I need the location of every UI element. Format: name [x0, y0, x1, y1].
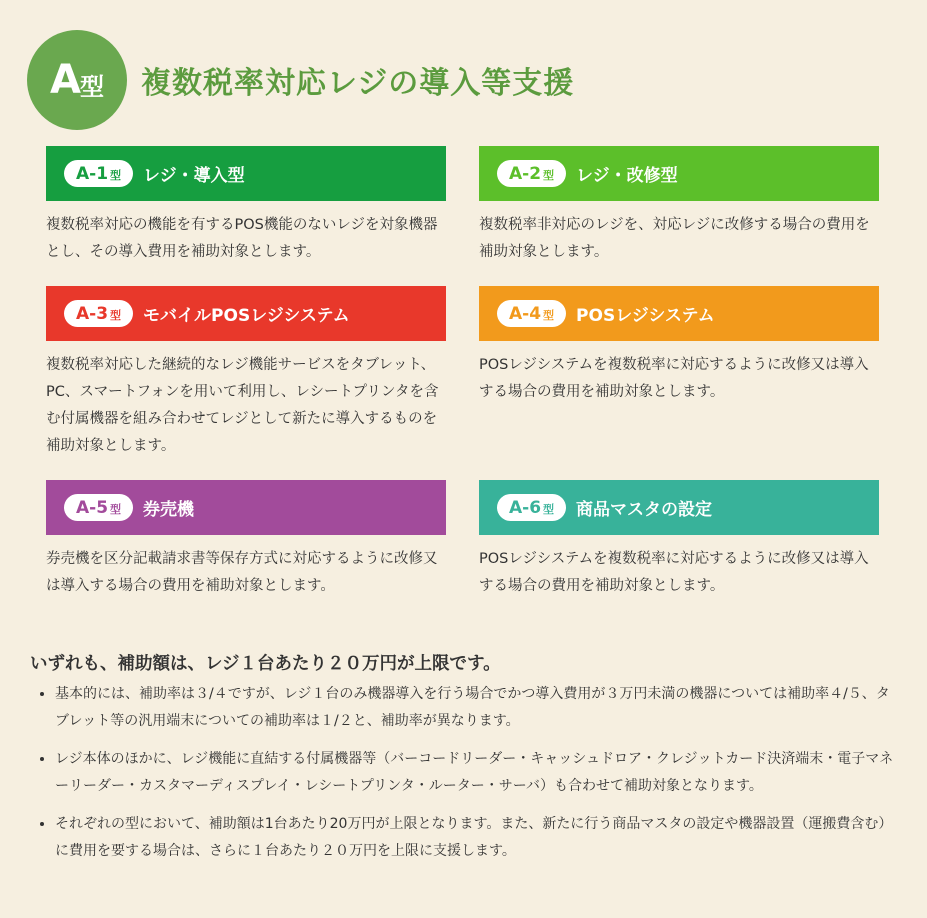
type-suffix: 型 [543, 309, 555, 322]
notes-heading: いずれも、補助額は、レジ１台あたり２０万円が上限です。 [30, 654, 501, 674]
card-description: 複数税率対応の機能を有するPOS機能のないレジを対象機器とし、その導入費用を補助対象とします。 [46, 217, 438, 260]
type-code: A-1 [76, 163, 109, 184]
card-title: レジ・改修型 [576, 166, 678, 186]
page-header [27, 30, 574, 130]
list-item: • それぞれの型において、補助額は1台あたり20万円が上限となります。また、新たに行う商品マスタの設定や機器設置（運搬費含む）に費用を要する場合は、さらに１台あたり２０万円を上限に支援します。 [55, 811, 900, 865]
type-pill [497, 494, 566, 521]
card-a2 [479, 146, 879, 266]
page-title: 複数税率対応レジの導入等支援 [141, 66, 575, 101]
card-header [479, 480, 879, 535]
type-code: A-4 [509, 303, 542, 324]
type-suffix: 型 [110, 309, 122, 322]
card-a1 [46, 146, 446, 266]
badge-letter: A [50, 57, 80, 103]
card-header [46, 480, 446, 535]
badge-suffix: 型 [79, 72, 104, 101]
card-header [46, 146, 446, 201]
notes-section [30, 650, 900, 876]
type-pill [497, 160, 566, 187]
type-suffix: 型 [543, 503, 555, 516]
notes-list [30, 681, 900, 865]
card-a3 [46, 286, 446, 460]
card-header [479, 146, 879, 201]
type-pill [64, 300, 133, 327]
type-pill [497, 300, 566, 327]
type-badge [27, 30, 127, 130]
type-code: A-6 [509, 497, 542, 518]
card-title: 券売機 [143, 500, 195, 520]
type-suffix: 型 [110, 169, 122, 182]
card-description: 複数税率非対応のレジを、対応レジに改修する場合の費用を補助対象とします。 [479, 217, 870, 260]
list-item: • レジ本体のほかに、レジ機能に直結する付属機器等（バーコードリーダー・キャッシュドロア・クレジットカード決済端末・電子マネーリーダー・カスタマーディスプレイ・レシートプリンタ・ルーター・サーバ）も合わせて補助対象となります。 [55, 746, 900, 800]
card-title: レジ・導入型 [143, 166, 245, 186]
card-description: POSレジシステムを複数税率に対応するように改修又は導入する場合の費用を補助対象とします。 [479, 551, 869, 594]
type-suffix: 型 [110, 503, 122, 516]
card-a5 [46, 480, 446, 600]
type-pill [64, 160, 133, 187]
list-item: • 基本的には、補助率は３/４ですが、レジ１台のみ機器導入を行う場合でかつ導入費用が３万円未満の機器については補助率４/５、タブレット等の汎用端末についての補助率は１/２と、補助率が異なります。 [55, 681, 900, 735]
type-suffix: 型 [543, 169, 555, 182]
card-header [46, 286, 446, 341]
card-description: 複数税率対応した継続的なレジ機能サービスをタブレット、PC、スマートフォンを用いて利用し、レシートプリンタを含む付属機器を組み合わせてレジとして新たに導入するものを補助対象とします。 [46, 357, 439, 454]
type-code: A-5 [76, 497, 109, 518]
card-title: 商品マスタの設定 [576, 500, 713, 520]
card-header [479, 286, 879, 341]
card-title: POSレジシステム [576, 306, 715, 326]
card-title: モバイルPOSレジシステム [143, 306, 350, 326]
card-a6 [479, 480, 879, 600]
type-code: A-2 [509, 163, 542, 184]
card-description: 券売機を区分記載請求書等保存方式に対応するように改修又は導入する場合の費用を補助対象とします。 [46, 551, 438, 594]
card-description: POSレジシステムを複数税率に対応するように改修又は導入する場合の費用を補助対象とします。 [479, 357, 869, 400]
type-code: A-3 [76, 303, 109, 324]
card-a4 [479, 286, 879, 406]
type-pill [64, 494, 133, 521]
